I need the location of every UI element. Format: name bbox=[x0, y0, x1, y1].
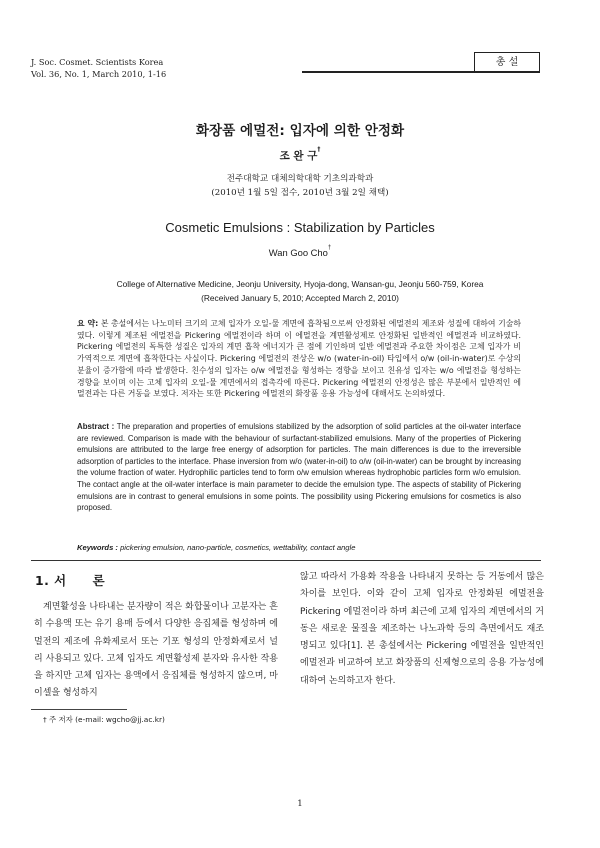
page-number: 1 bbox=[297, 799, 303, 809]
journal-volume: Vol. 36, No. 1, March 2010, 1-16 bbox=[31, 69, 167, 79]
journal-citation bbox=[31, 56, 166, 80]
section-title: 론 bbox=[92, 573, 106, 588]
affiliation-korean: 전주대학교 대체의학대학 기초의과학과 bbox=[226, 174, 374, 184]
abstract-korean bbox=[77, 318, 521, 400]
abstract-english-label: Abstract : bbox=[77, 422, 115, 431]
author-english bbox=[0, 247, 600, 258]
journal-name: J. Soc. Cosmet. Scientists Korea bbox=[31, 57, 164, 67]
section-number: 1. 서 bbox=[35, 573, 67, 588]
keywords bbox=[77, 543, 537, 552]
corresponding-mark: † bbox=[317, 146, 321, 153]
dates-english: (Received January 5, 2010; Accepted March 2, 2010) bbox=[201, 293, 399, 303]
title-english: Cosmetic Emulsions : Stabilization by Particles bbox=[165, 220, 435, 235]
abstract-english bbox=[77, 421, 521, 514]
section-heading bbox=[35, 571, 105, 589]
abstract-korean-text: 본 총설에서는 나노미터 크기의 고체 입자가 오일-물 계면에 흡착됨으로써 안정화된 에멀전의 제조와 성질에 대하여 기술하였다. 이렇게 제조된 에멀전을 Pickering 에멀전이라 하며 이 에멀전을 계면활성제로 안정화된 일반적인 에멀전과 비교하였다. Pickering 에멀전의 독특한 성질은 입자의 계면 흡착 에너지가 큰 점에 기인하며 일반 에멀전과 주요한 차이점은 고체 입자가 비가역적으로 계면에 흡착한다는 사실이다. Pickering 에멀전의 전상은 w/o (water-in-oil) 타입에서 o/w (oil-in-water)로 수상의 분율이 증가함에 따라 발생한다. 친수성의 입자는 o/w 에멀전을 형성하는 경향을 보이고 친유성 입자는 w/o 에멀전을 형성하는 경향을 보이며 이는 고체 입자의 오일-물 계면에서의 접촉각에 따른다. Pickering 에멀전의 안정성은 많은 부분에서 일반적인 에멀전과는 다른 거동을 보였다. 저자는 또한 Pickering 에멀전의 화장품 응용 가능성에 대해서도 논의하였다. bbox=[77, 319, 521, 399]
keywords-text: pickering emulsion, nano-particle, cosmetics, wettability, contact angle bbox=[120, 543, 356, 552]
header-rule bbox=[302, 71, 539, 73]
keywords-label: Keywords : bbox=[77, 543, 118, 552]
author-korean-name: 조 완 구 bbox=[279, 150, 318, 162]
affiliation-english: College of Alternative Medicine, Jeonju University, Hyoja-dong, Wansan-gu, Jeonju 560-759, Korea bbox=[116, 279, 484, 289]
footnote-divider bbox=[31, 709, 127, 710]
article-type-badge: 총 설 bbox=[474, 52, 540, 73]
body-column-right: 않고 따라서 가용화 작용을 나타내지 못하는 등 거동에서 많은 차이를 보인다. 이와 같이 고체 입자로 안정화된 에멀전을 Pickering 에멀전이라 하며 최근에 고체 입자의 계면에서의 거동은 새로운 물질을 제조하는 나노과학 등의 측면에서도 재조명되고 있다[1]. 본 총설에서는 Pickering 에멀전을 일반적인 에멀전과 비교하여 보고 화장품의 신제형으로의 응용 가능성에 대하여 논의하고자 한다. bbox=[300, 572, 544, 686]
footnote: † 주 저자 (e-mail: wgcho@jj.ac.kr) bbox=[43, 715, 165, 724]
keywords-divider bbox=[31, 560, 541, 561]
dates-korean: (2010년 1월 5일 접수, 2010년 3월 2일 채택) bbox=[211, 188, 389, 198]
abstract-korean-label: 요 약: bbox=[77, 319, 99, 328]
abstract-english-text: The preparation and properties of emulsions stabilized by the adsorption of solid particles at the oil-water interface are reviewed. Comparison is made with the behaviour of surfactant-stabilized emulsions. Many of the properties of Pickering emulsions are attributed to the large free energy of adsorption for particles. The main differences is due to the irreversible adsorption of particles to the interface. Phase inversion from w/o (water-in-oil) to o/w (oil-in-water) can be brought by increasing the volume fraction of water. Hydrophilic particles tend to form o/w emulsion whereas hydrophobic particles form w/o emulsion. The contact angle at the oil-water interface is main parameter to decide the emulsion type. The aspects of stability of Pickering emulsions are in contrast to general emulsions in some points. The possibility using Pickering emulsions for cosmetics is also proposed. bbox=[77, 422, 521, 513]
corresponding-mark-en: † bbox=[327, 245, 332, 251]
title-korean: 화장품 에멀전: 입자에 의한 안정화 bbox=[195, 123, 405, 139]
body-column-left: 계면활성을 나타내는 분자량이 적은 화합물이나 고분자는 흔히 수용액 또는 유기 용매 등에서 다양한 응집체를 형성하며 에멀전의 제조에 유화제로서 또는 기포 형성의 안정화제로서 널리 사용되고 있다. 고체 입자도 계면활성제 분자와 유사한 작용을 하지만 고체 입자는 용액에서 응집체를 형성하지 않으며, 마이셀을 형성하지 bbox=[34, 602, 278, 699]
author-korean bbox=[0, 148, 600, 163]
author-english-name: Wan Goo Cho bbox=[268, 247, 328, 258]
